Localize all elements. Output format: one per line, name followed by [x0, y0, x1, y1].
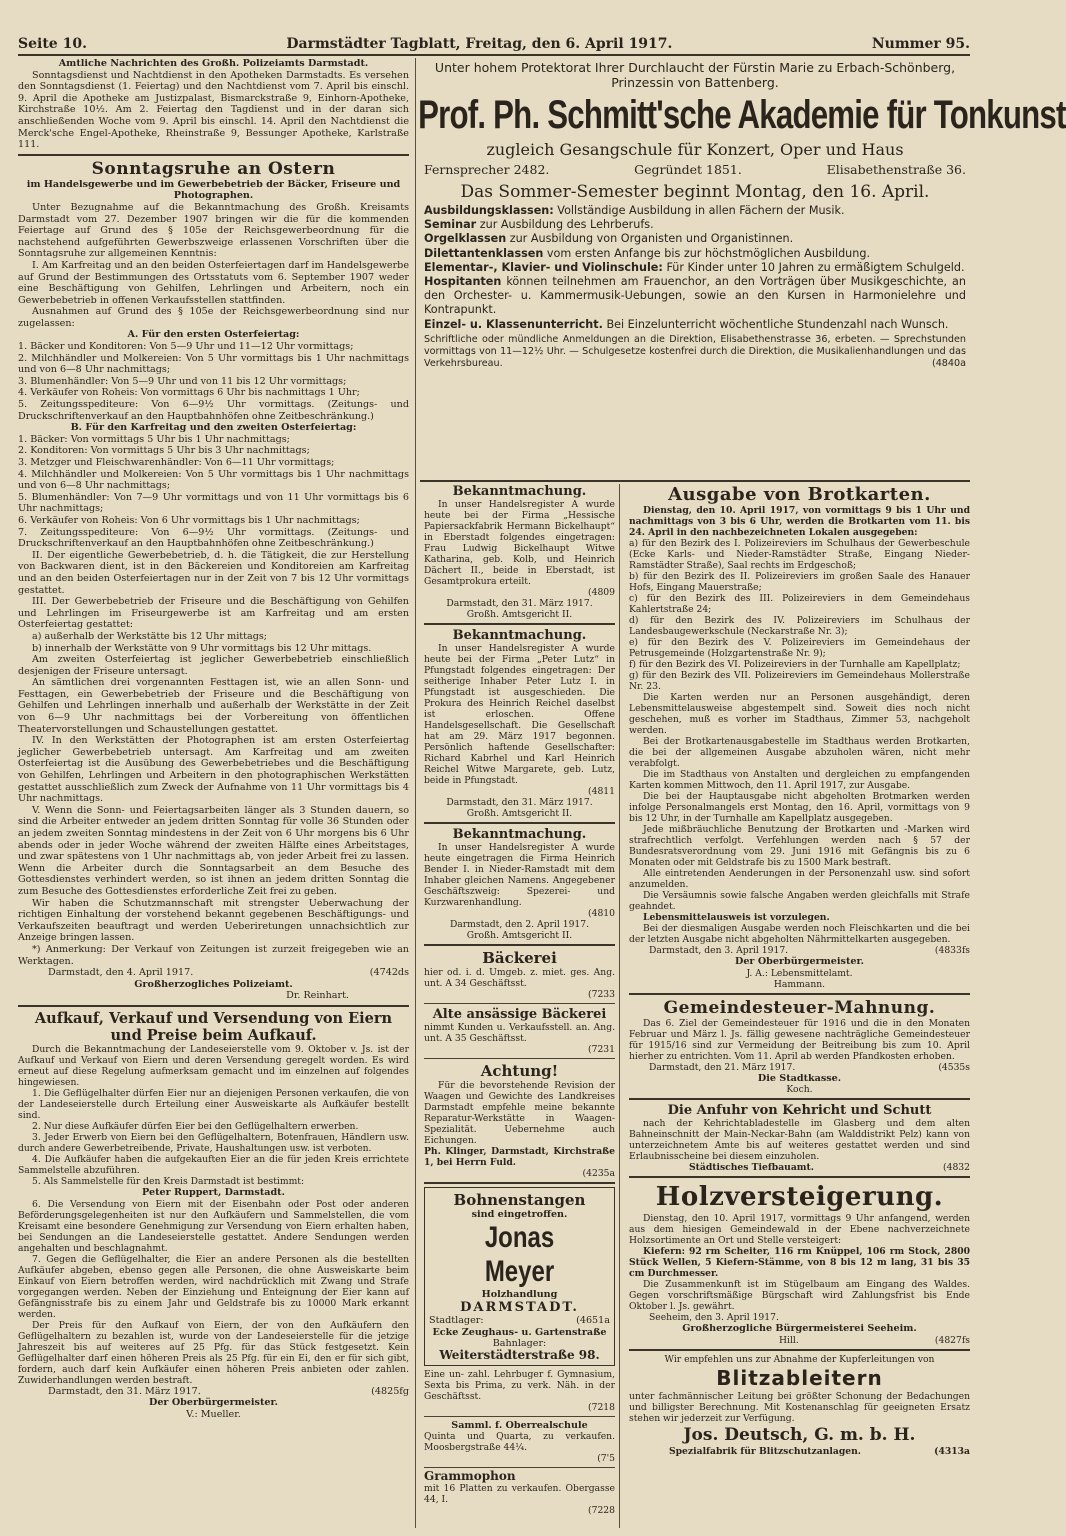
list-item: 2. Konditoren: Von vormittags 5 Uhr bis 3 Uhr nachmittags; [18, 445, 310, 457]
sonntag-b-heading: B. Für den Karfreitag und den zweiten Osterfeiertag: [70, 422, 357, 434]
akademie-phone: Fernsprecher 2482. [424, 162, 550, 177]
blitz-intro: Wir empfehlen uns zur Abnahme der Kupferleitungen von [664, 1353, 935, 1365]
eier-dateline [18, 1386, 409, 1398]
gemeindesteuer-text: Das 6. Ziel der Gemeindesteuer für 1916 und die in den Monaten Februar und März l. Js. fällig gewesene nachträgliche Gemeindesteuer für 1915/16 sind zur Vermeidung der Beitreibung bis zum 10. April hierher zu entrichten. Vom 11. April ab werden Pfandkosten erhoben. [629, 1017, 970, 1062]
divider [424, 1416, 615, 1417]
sonntag-subtitle: im Handelsgewerbe und im Gewerbebetrieb der Bäcker, Friseure und Photographen. [26, 178, 401, 202]
list-item: 1. Bäcker und Konditoren: Von 5—9 Uhr und 11—12 Uhr vormittags; [18, 341, 354, 353]
sonntag-section-3c: An sämtlichen drei vorgenannten Festtagen ist, wie an allen Sonn- und Festtagen, ein Gewerbebetrieb der Friseure und die Beschäftigung von Gehilfen und Lehrlingen innerhalb und außerhalb der Werkstätte in der Zeit von 6—9 Uhr nachmittags bei der Vorbereitung von öffentlichen Theatervorstellungen und Schaustellungen gestattet. [18, 677, 409, 735]
akademie-footer [420, 332, 970, 372]
divider [424, 623, 615, 625]
course-desc: Bei Einzelunterricht wöchentliche Stundenzahl nach Wunsch. [606, 317, 949, 331]
page-header [18, 34, 970, 56]
right-column [623, 484, 970, 1528]
bek2-date: Darmstadt, den 31. März 1917. [446, 797, 593, 808]
list-item: c) für den Bezirk des III. Polizeireviers in dem Gemeindehaus Kahlertstraße 24; [629, 593, 970, 615]
brot-p4: Die im Stadthaus von Anstalten und dergleichen zu empfangenden Karten kommen Mittwoch, den 11. April 1917, zur Ausgabe. [629, 769, 970, 791]
akademie-ad [418, 58, 1066, 482]
meyer-address: Ecke Zeughaus- u. Gartenstraße [432, 1326, 607, 1338]
list-item: 4. Verkäufer von Roheis: Von vormittags 6 Uhr bis nachmittags 1 Uhr; [18, 387, 360, 399]
meyer-stadt-row [429, 1315, 610, 1327]
sonntag-section-6: Wir haben die Schutzmannschaft mit strengster Ueberwachung der richtigen Einhaltung der vorstehend bekannt gegebenen Beschäftigungs- und Verkaufszeiten beauftragt und werden Ueberiretungen unnachsichtlich zur Anzeige bringen lassen. [18, 897, 409, 944]
bek1-code: (4809 [588, 587, 615, 598]
baeckerei-text: hier od. i. d. Umgeb. z. miet. ges. Ang. unt. A 34 Geschäftsst. [424, 967, 615, 989]
list-item: 2. Nur diese Aufkäufer dürfen Eier bei den Geflügelhaltern erwerben. [32, 1120, 359, 1132]
oberrealschule-text: Quinta und Quarta, zu verkaufen. Moosbergstraße 44¼. [424, 1431, 615, 1454]
deutsch-row [629, 1446, 970, 1457]
deutsch-sub: Spezialfabrik für Blitzschutzanlagen. [669, 1445, 861, 1457]
bek3-date: Darmstadt, den 2. April 1917. [449, 919, 590, 930]
course-desc: zur Ausbildung des Lehrberufs. [479, 218, 654, 232]
eier-code: (4825fg [371, 1385, 409, 1397]
gemeindesteuer-title: Gemeindesteuer-Mahnung. [663, 997, 936, 1018]
grammophon-code: (7228 [588, 1504, 615, 1516]
course-name: Seminar [424, 218, 477, 232]
oberrealschule-code: (7'5 [597, 1453, 615, 1465]
bek3-code: (4810 [588, 908, 615, 919]
bek2-code: (4811 [588, 786, 615, 797]
alte-baeckerei-title: Alte ansässige Bäckerei [432, 1007, 607, 1022]
list-item: a) für den Bezirk des I. Polizeireviers im Schulhaus der Gewerbeschule (Ecke Karls- und Nieder-Ramstädter Straße, Eingang Nieder-Ramstädter Straße), Saal rechts im Erdgeschoß; [629, 538, 970, 571]
bek1-text: In unser Handelsregister A wurde heute bei der Firma „Hessische Papiersackfabrik Hermann Bickelhaupt“ in Eberstadt folgendes eingetragen: Frau Ludwig Bickelhaupt Witwe Katharina, geb. Kolb, und Heinrich Dächert II., beide in Eberstadt, ist Gesamtprokura erteilt. [424, 499, 615, 587]
brot-p3: Bei der Brotkartenausgabestelle im Stadthaus werden Brotkarten, die bei der allgemeinen Ausgabe abzuholen wären, nicht mehr verabfolgt. [629, 736, 970, 769]
meyer-bahn-label: Bahnlager: [492, 1338, 547, 1350]
schutt-text: nach der Kehrichtabladestelle im Glasberg und dem alten Bahneinschnitt der Main-Neckar-Bahn (am Walddistrikt Pelz) kann von unterzeichnetem Amte bis auf weiteres gestattet werden und sind Erlaubnisscheine bei diesem einzuholen. [629, 1118, 970, 1163]
eier-signature-name: V.: Mueller. [186, 1408, 241, 1420]
achtung-code: (4235a [582, 1168, 615, 1179]
brot-intro: Dienstag, den 10. April 1917, von vormittags 9 bis 1 Uhr und nachmittags von 3 bis 6 Uhr, werden die Brotkarten vom 11. bis 24. April in den nachbezeichneten Lokalen ausgegeben: [629, 505, 970, 538]
list-item [420, 318, 970, 332]
course-name: Ausbildungsklassen: [424, 204, 554, 217]
akademie-code: (4840a [931, 357, 966, 369]
brot-date: Darmstadt, den 3. April 1917. [649, 945, 789, 956]
list-item: g) für den Bezirk des VII. Polizeireviers im Gemeindehaus Mollerstraße Nr. 23. [629, 670, 970, 692]
schutt-code: (4832 [943, 1162, 970, 1174]
amtl-title: Amtliche Nachrichten des Großh. Polizeiamts Darmstadt. [58, 58, 369, 69]
sonntag-exceptions: Ausnahmen auf Grund des § 105e der Reichsgewerbeordnung sind nur zugelassen: [18, 306, 409, 329]
sonntag-date: Darmstadt, den 4. April 1917. [48, 967, 194, 979]
holz-signature-row [629, 1335, 970, 1346]
sonntag-code: (4742ds [369, 967, 409, 979]
schutt-signature: Städtisches Tiefbauamt. [689, 1162, 814, 1174]
holz-date: Seeheim, den 3. April 1917. [649, 1312, 779, 1324]
brot-p7: Alle eintretenden Aenderungen in der Personenzahl usw. sind sofort anzumelden. [629, 868, 970, 890]
sonntag-title: Sonntagsruhe an Ostern [91, 158, 336, 179]
list-item: Der Preis für den Aufkauf von Eiern, der von den Aufkäufern den Geflügelhaltern zu bezahlen ist, wurde von der Landeseierstelle für die jetzige Jahreszeit bis auf weiteres auf 25 Pfg. für das Stück festgesetzt. Kein Geflügelhalter darf einen höheren Preis als 25 Pfg. für ein Ei, den er für sich gibt, fordern, auch darf kein Aufkäufer einen höheren Preis anbieten oder zahlen. Zuwiderhandlungen werden bestraft. [18, 1319, 409, 1386]
sonntag-section-3: III. Der Gewerbebetrieb der Friseure und die Beschäftigung von Gehilfen und Lehrlingen im Friseurgewerbe ist am Karfreitag und am ersten Osterfeiertag gestattet: [18, 596, 409, 631]
brot-p6: Jede mißbräuchliche Benutzung der Brotkarten und -Marken wird strafrechtlich verfolgt. Verfehlungen werden nach § 57 der Bundesratsverordnung vom 29. Juni 1916 mit Gefängnis bis zu 6 Monaten oder mit Geldstrafe bis zu 1500 Mark bestraft. [629, 824, 970, 868]
bek3-signature: Großh. Amtsgericht II. [466, 930, 573, 941]
bohnen-sub: sind eingetroffen. [471, 1209, 568, 1220]
list-item: 5. Als Sammelstelle für den Kreis Darmstadt ist bestimmt: [32, 1175, 305, 1187]
course-name: Orgelklassen [424, 232, 507, 246]
holz-text: Dienstag, den 10. April 1917, vormittags 9 Uhr anfangend, werden aus dem hiesigen Gemeindewald in der Ebene nachverzeichnete Holzsortimente an Ort und Stelle versteigert: [629, 1213, 970, 1247]
bek1-date: Darmstadt, den 31. März 1917. [446, 598, 593, 609]
deutsch-code: (4313a [934, 1445, 970, 1457]
divider [424, 944, 615, 946]
akademie-founded: Gegründet 1851. [634, 162, 742, 177]
divider [424, 822, 615, 824]
course-desc: Für Kinder unter 10 Jahren zu ermäßigtem Schulgeld. [666, 260, 965, 274]
course-desc: können teilnehmen am Frauenchor, an den Vorträgen über Musikgeschichte, an den Orchester- u. Kammermusik-Uebungen, sowie an den Kursen in Harmonielehre und Kontrapunkt. [424, 275, 966, 317]
bek3-text: In unser Handelsregister A wurde heute eingetragen die Firma Heinrich Bender I. in Nieder-Ramstadt mit dem Inhaber gleichen Namens. Angegebener Geschäftszweig: Spezerei- und Kurzwarenhandlung. [424, 842, 615, 908]
divider [424, 1058, 615, 1059]
akademie-subtitle: zugleich Gesangschule für Konzert, Oper und Haus [486, 140, 904, 159]
bek1-signature: Großh. Amtsgericht II. [466, 609, 573, 620]
eier-intro: Durch die Bekanntmachung der Landeseierstelle vom 9. Oktober v. Js. ist der Aufkauf und Verkauf von Eiern und deren Versendung geregelt worden. Es wird erneut auf diese Regelung aufmerksam gemacht und im einzelnen auf folgendes hingewiesen. [18, 1043, 409, 1088]
sonntag-dateline [18, 967, 409, 979]
brot-p8: Die Versäumnis sowie falsche Angaben werden gleichfalls mit Strafe geahndet. [629, 890, 970, 912]
page-number: Seite 10. [18, 36, 87, 52]
list-item: 3. Metzger und Fleischwarenhändler: Von 6—11 Uhr vormittags; [18, 457, 335, 468]
brot-dateline [629, 945, 970, 956]
sonntag-signature: Großherzogliches Polizeiamt. [134, 978, 293, 990]
divider [18, 154, 409, 156]
achtung-firm: Ph. Klinger, Darmstadt, Kirchstraße 1, bei Herrn Fuld. [424, 1146, 615, 1168]
bek3-title: Bekanntmachung. [452, 827, 587, 842]
holz-code: (4827fs [934, 1334, 970, 1346]
oberrealschule-title: Samml. f. Oberrealschule [451, 1419, 588, 1431]
sonntag-section-4: IV. In den Werkstätten der Photographen ist am ersten Osterfeiertag jeglicher Gewerbebetrieb untersagt. Am Karfreitag und am zweiten Osterfeiertag ist die Ausübung des Gewerbebetriebes und die Beschäftigung von Gehilfen, Lehrlingen und Arbeitern in den photographischen Werkstätten gestattet ausschließlich zum Zweck der Aufnahme von 11 Uhr vormittags bis 4 Uhr nachmittags. [18, 735, 409, 805]
bek2-title: Bekanntmachung. [452, 628, 587, 643]
schutt-title: Die Anfuhr von Kehricht und Schutt [667, 1103, 932, 1119]
achtung-title: Achtung! [480, 1062, 559, 1080]
list-item [420, 218, 970, 232]
course-name: Einzel- u. Klassenunterricht. [424, 317, 603, 331]
lehrbuecher-code: (7218 [588, 1401, 615, 1413]
list-item: 3. Blumenhändler: Von 5—9 Uhr und von 11 bis 12 Uhr vormittags; [18, 375, 347, 387]
eier-title: Aufkauf, Verkauf und Versendung von Eiern und Preise beim Aufkauf. [34, 1009, 393, 1044]
akademie-title: Prof. Ph. Schmitt'sche Akademie für Tonkunst [418, 93, 1066, 137]
list-item: 7. Gegen die Geflügelhalter, die Eier an andere Personen als die bestellten Aufkäufer abgeben, ebenso gegen alle Personen, die ohne Ausweiskarte beim Einkauf von Eiern betroffen werden, wird nachdrücklich mit Zwang und Strafe vorgegangen werden. Neben der Einziehung und Enteignung der Eier kann auf Gefängnisstrafe bis zu einem Jahr und Geldstrafe bis zu 10000 Mark erkannt werden. [18, 1253, 409, 1320]
eier-date: Darmstadt, den 31. März 1917. [48, 1385, 201, 1397]
list-item: 6. Die Versendung von Eiern mit der Eisenbahn oder Post oder anderen Beförderungsgelegenheiten ist nur den Aufkäufern und Sammelstellen, die vom Kreisamt eine besondere Genehmigung zur Versendung von Eiern erhalten haben, bei Sendungen an die Landeseierstelle gestattet. Andere Sendungen werden angehalten und beschlagnahmt. [18, 1198, 409, 1254]
holz-text-2: Kiefern: 92 rm Scheiter, 116 rm Knüppel, 106 rm Stock, 2800 Stück Wellen, 5 Kiefern-Stämme, von 8 bis 12 m lang, 31 bis 35 cm Durchmesser. [629, 1246, 970, 1280]
divider [424, 1003, 615, 1004]
paper-dateline: Darmstädter Tagblatt, Freitag, den 6. April 1917. [286, 36, 673, 52]
gemeindesteuer-signature: Die Stadtkasse. [757, 1072, 842, 1084]
list-item [420, 247, 970, 261]
divider [629, 1098, 970, 1100]
list-item: e) für den Bezirk des V. Polizeireviers im Gemeindehaus der Petrusgemeinde (Holzgartenstraße Nr. 9); [629, 637, 970, 659]
sonntag-note: *) Anmerkung: Der Verkauf von Zeitungen ist zurzeit freigegeben wie an Werktagen. [18, 943, 409, 967]
list-item: b) für den Bezirk des II. Polizeireviers im großen Saale des Hanauer Hofs, Eingang Mauerstraße; [629, 571, 970, 593]
akademie-address: Elisabethenstraße 36. [826, 162, 966, 177]
sonntag-signature-name: Dr. Reinhart. [286, 990, 349, 1002]
list-item [420, 275, 970, 318]
grammophon-title: Grammophon [424, 1469, 516, 1484]
brot-p10: Bei der diesmaligen Ausgabe werden noch Fleischkarten und die bei der letzten Ausgabe nicht abgeholten Nährmittelkarten ausgegeben. [629, 923, 970, 945]
divider [18, 1005, 409, 1007]
middle-column [420, 484, 620, 1528]
brot-signature: Der Oberbürgermeister. [735, 956, 864, 967]
list-item: f) für den Bezirk des VI. Polizeireviers in der Turnhalle am Kapellplatz; [629, 659, 961, 670]
sonntag-section-5: V. Wenn die Sonn- und Feiertagsarbeiten länger als 3 Stunden dauern, so sind die Arbeiter entweder an jedem dritten Sonntag für volle 36 Stunden oder an jedem zweiten Sonntag mindestens in der Zeit von 6 Uhr morgens bis 6 Uhr abends oder in jeder Woche während der zweiten Hälfte eines Arbeitstages, und zwar spätestens von 1 Uhr nachmittags ab, von jeder Arbeit frei zu lassen. Wenn die Arbeiter durch die Sonntagsarbeit an dem Besuche des Gottesdienstes verhindert werden, so ist ihnen an jedem dritten Sonntag die zum Besuche des Gottesdienstes erforderliche Zeit frei zu geben. [18, 804, 409, 897]
brot-p2: Die Karten werden nur an Personen ausgehändigt, deren Lebensmittelausweise abgestempelt sind. Soweit dies noch nicht geschehen, muß es vorher im Stadthaus, Zimmer 53, nachgeholt werden. [629, 692, 970, 736]
course-name: Elementar-, Klavier- und Violinschule: [424, 260, 663, 274]
sonntag-section-1: I. Am Karfreitag und an den beiden Osterfeiertagen darf im Handelsgewerbe auf Grund der Bestimmungen des Ortsstatuts vom 6. September 1907 weder eine Beschäftigung von Gehilfen, Lehrlingen und Arbeitern, noch ein Gewerbebetrieb in offenen Verkaufsstellen stattfinden. [18, 259, 409, 306]
divider [629, 1176, 970, 1178]
list-item: 1. Die Geflügelhalter dürfen Eier nur an diejenigen Personen verkaufen, die von der Landeseierstelle durch Erteilung einer Ausweiskarte als Aufkäufer bestellt sind. [18, 1087, 409, 1121]
eier-firm: Peter Ruppert, Darmstadt. [142, 1186, 285, 1198]
brot-code: (4833fs [934, 945, 970, 956]
sonntag-a-heading: A. Für den ersten Osterfeiertag: [127, 329, 300, 341]
list-item: a) außerhalb der Werkstätte bis 12 Uhr mittags; [32, 630, 268, 642]
blitz-text: unter fachmännischer Leitung bei größter Schonung der Bedachungen und billigster Berechnung. Mit Kostenanschlag für geeigneten Ersatz stehen wir jederzeit zur Verfügung. [629, 1390, 970, 1424]
meyer-business: Holzhandlung [481, 1288, 558, 1300]
list-item: b) innerhalb der Werkstätte von 9 Uhr vormittags bis 12 Uhr mittags. [32, 642, 372, 654]
list-item: 4. Die Aufkäufer haben die aufgekauften Eier an die für jeden Kreis errichtete Sammelstelle abzuführen. [18, 1153, 409, 1176]
lehrbuecher-text: Eine un- zahl. Lehrbuger f. Gymnasium, Sexta bis Prima, zu verk. Näh. in der Geschäftsst. [424, 1368, 615, 1402]
akademie-info-row [420, 160, 970, 180]
brot-p5: Die bei der Hauptausgabe nicht abgeholten Brotmarken werden infolge Personalmangels erst Montag, den 16. April, vormittags von 9 bis 12 Uhr, in der Turnhalle am Kapellplatz ausgegeben. [629, 791, 970, 824]
holz-text-3: Die Zusammenkunft ist im Stügelbaum am Eingang des Waldes. Gegen vorschriftsmäßige Bürgschaft wird Zahlungsfrist bis Ende Oktober l. Js. gewährt. [629, 1279, 970, 1313]
brot-p9: Lebensmittelausweis ist vorzulegen. [643, 912, 830, 923]
divider [424, 1182, 615, 1184]
sonntag-intro: Unter Bezugnahme auf die Bekanntmachung des Großh. Kreisamts Darmstadt vom 27. Dezember 1907 bringen wir die für die kommenden Feiertage auf Grund des § 105e der Reichsgewerbeordnung für die nachstehend aufgeführten Gewerbszweige erlassenen Vorschriften über die Sonntagsruhe zur allgemeinen Kenntnis: [18, 201, 409, 260]
gemeindesteuer-dateline [629, 1062, 970, 1073]
list-item [420, 261, 970, 275]
bek2-signature: Großh. Amtsgericht II. [466, 808, 573, 819]
meyer-stadt-label: Stadtlager: [429, 1315, 484, 1327]
gemeindesteuer-signature-2: Koch. [786, 1084, 813, 1096]
meyer-code: (4651a [576, 1315, 610, 1327]
deutsch-name: Jos. Deutsch, G. m. b. H. [683, 1424, 916, 1445]
list-item [420, 232, 970, 246]
holz-title: Holzversteigerung. [655, 1182, 944, 1213]
divider [629, 993, 970, 995]
divider [424, 1467, 615, 1468]
list-item [420, 204, 970, 218]
holz-signature: Großherzogliche Bürgermeisterei Seeheim. [682, 1323, 917, 1335]
alte-baeckerei-code: (7231 [588, 1044, 615, 1055]
baeckerei-code: (7233 [588, 989, 615, 1000]
bohnen-title: Bohnenstangen [453, 1191, 586, 1209]
list-item: 2. Milchhändler und Molkereien: Von 5 Uhr vormittags bis 1 Uhr nachmittags und von 6—8 Uhr nachmittags; [18, 352, 409, 376]
course-name: Dilettantenklassen [424, 246, 544, 260]
meyer-city: DARMSTADT. [460, 1300, 579, 1316]
brot-signature-3: Hammann. [773, 978, 826, 990]
gemeindesteuer-date: Darmstadt, den 21. März 1917. [649, 1061, 796, 1073]
course-desc: vom ersten Anfange bis zur höchstmöglichen Ausbildung. [546, 246, 871, 260]
list-item: 1. Bäcker: Von vormittags 5 Uhr bis 1 Uhr nachmittags; [18, 433, 290, 445]
eier-signature: Der Oberbürgermeister. [149, 1397, 278, 1409]
meyer-address-2: Weiterstädterstraße 98. [439, 1347, 600, 1362]
sonntag-section-2: II. Der eigentliche Gewerbebetrieb, d. h. die Tätigkeit, die zur Herstellung von Backwaren dient, ist in den Bäckereien und Konditoreien am Karfreitag und an den beiden Osterfeiertagen nur in der Zeit von 7 bis 12 Uhr vormittags gestattet. [18, 549, 409, 596]
baeckerei-title: Bäckerei [482, 949, 557, 967]
brot-signature-2: J. A.: Lebensmittelamt. [746, 967, 853, 979]
achtung-text: Für die bevorstehende Revision der Waagen und Gewichte des Landkreises Darmstadt empfehle meine bekannte Reparatur-Werkstätte in Waagen-Spezialität. Uebernehme auch Eichungen. [424, 1080, 615, 1146]
meyer-name: Jonas Meyer [484, 1220, 555, 1288]
list-item: 5. Zeitungsspediteure: Von 6—9½ Uhr vormittags. (Zeitungs- und Druckschriftenverkauf an den Hauptbahnhöfen ohne Zeitbeschränkung.) [18, 399, 409, 422]
akademie-protektorat: Unter hohem Protektorat Ihrer Durchlaucht der Fürstin Marie zu Erbach-Schönberg, Prinzessin von Battenberg. [434, 60, 956, 90]
list-item: 5. Blumenhändler: Von 7—9 Uhr vormittags und von 11 Uhr vormittags bis 6 Uhr nachmittags; [18, 491, 409, 515]
blitz-title: Blitzableitern [716, 1365, 883, 1390]
apotheken-text: Sonntagsdienst und Nachtdienst in den Apotheken Darmstadts. Es versehen den Sonntagsdienst (1. Feiertag) und den Nachtdienst vom 7. April bis einschl. 9. April die Apotheke am Justizpalast, Bismarckstraße 9, Einhorn-Apotheke, Kirchstraße 10½. Am 2. Feiertag den Tagdienst und in der daran sich anschließenden Woche vom 9. April bis einschl. 14. April den Nachtdienst die Merck'sche Engel-Apotheke, Rheinstraße 9, Bessunger Apotheke, Karlstraße 111. [18, 69, 409, 151]
bek1-title: Bekanntmachung. [452, 484, 587, 499]
list-item: 6. Verkäufer von Roheis: Von 6 Uhr vormittags bis 1 Uhr nachmittags; [18, 514, 360, 526]
meyer-ad [424, 1187, 615, 1366]
course-desc: zur Ausbildung von Organisten und Organistinnen. [509, 232, 794, 246]
sonntag-section-3b: Am zweiten Osterfeiertag ist jeglicher Gewerbebetrieb einschließlich desjenigen der Friseure untersagt. [18, 654, 409, 677]
list-item: 4. Milchhändler und Molkereien: Von 5 Uhr vormittags bis 1 Uhr nachmittags und von 6—8 Uhr nachmittags; [18, 468, 409, 492]
bek2-text: In unser Handelsregister A wurde heute bei der Firma „Peter Lutz“ in Pfungstadt folgendes eingetragen: Der seitherige Inhaber Peter Lutz I. in Pfungstadt ist ausgeschieden. Die Prokura des Heinrich Reichel daselbst ist erloschen. Offene Handelsgesellschaft. Die Gesellschaft hat am 29. März 1917 begonnen. Persönlich haftende Gesellschafter: Richard Kabrhel und Karl Heinrich Reichel Witwe Margarete, geb. Lutz, beide in Pfungstadt. [424, 643, 615, 786]
issue-number: Nummer 95. [871, 36, 970, 52]
akademie-foot-text: Schriftliche oder mündliche Anmeldungen an die Direktion, Elisabethenstrasse 36, erbeten. — Sprechstunden vormittags von 11—12½ Uhr. — Schulgesetze kostenfrei durch die Direktion, die Musikalienhandlungen und das Verkehrsbureau. [424, 333, 966, 369]
alte-baeckerei-text: nimmt Kunden u. Verkaufsstell. an. Ang. unt. A 35 Geschäftsst. [424, 1022, 615, 1044]
course-name: Hospitanten [424, 275, 502, 289]
schutt-signature-row [629, 1162, 970, 1173]
grammophon-text: mit 16 Platten zu verkaufen. Obergasse 44, I. [424, 1482, 615, 1505]
divider [629, 1349, 970, 1351]
list-item: d) für den Bezirk des IV. Polizeireviers im Schulhaus der Landesbaugewerkschule (Neckarstraße Nr. 3); [629, 615, 970, 637]
akademie-semester: Das Sommer-Semester beginnt Montag, den 16. April. [460, 182, 930, 202]
course-desc: Vollständige Ausbildung in allen Fächern der Musik. [557, 204, 845, 217]
left-column [18, 58, 416, 1528]
brot-title: Ausgabe von Brotkarten. [668, 484, 931, 505]
holz-signature-2: Hill. [779, 1334, 799, 1346]
list-item: 3. Jeder Erwerb von Eiern bei den Geflügelhaltern, Botenfrauen, Händlern usw. durch andere Gewerbetreibende, Private, Haushaltungen usw. ist verboten. [18, 1131, 409, 1154]
list-item: 7. Zeitungsspediteure: Von 6—9½ Uhr vormittags. (Zeitungs- und Druckschriftenverkauf an den Hauptbahnhöfen ohne Zeitbeschränkung.) [18, 526, 409, 550]
gemeindesteuer-code: (4535s [938, 1061, 970, 1073]
